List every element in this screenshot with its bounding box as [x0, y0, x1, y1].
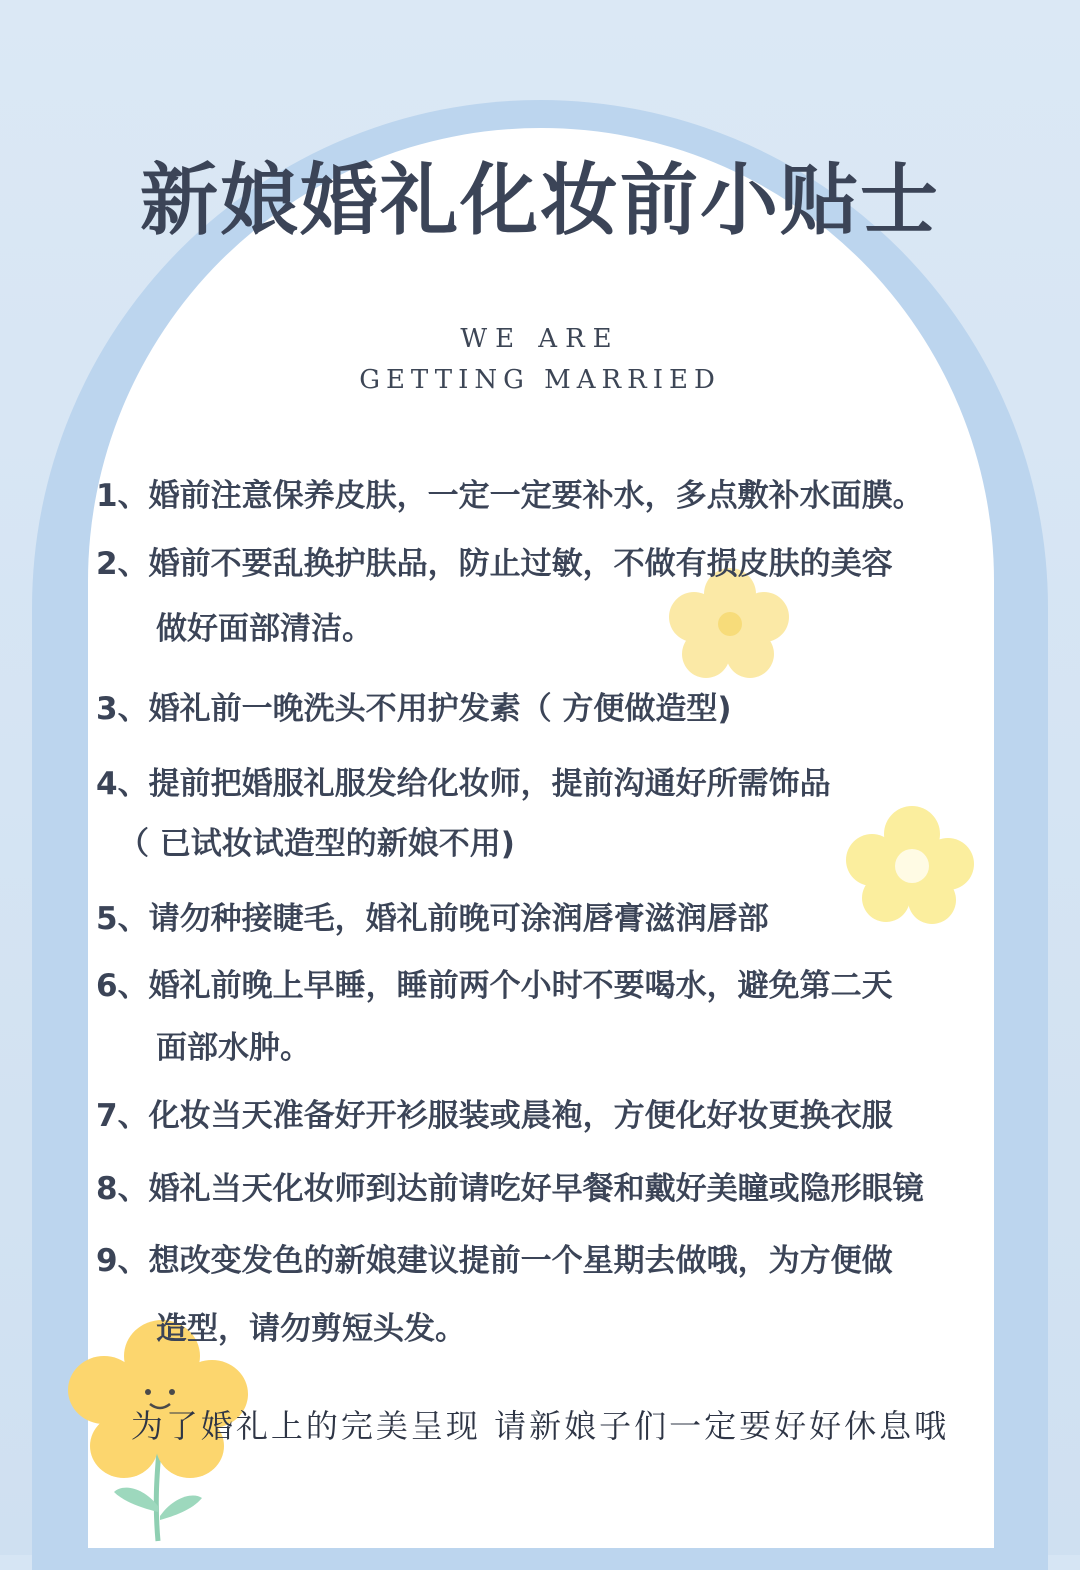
tip-5: 5、请勿种接睫毛，婚礼前晚可涂润唇膏滋润唇部	[96, 901, 769, 937]
tip-9-cont: 造型，请勿剪短头发。	[156, 1311, 466, 1347]
footer-note: 为了婚礼上的完美呈现 请新娘子们一定要好好休息哦	[130, 1407, 950, 1445]
subtitle-line-2: GETTING MARRIED	[359, 365, 721, 395]
tip-1: 1、婚前注意保养皮肤，一定一定要补水，多点敷补水面膜。	[96, 478, 924, 514]
subtitle-line-1: WE ARE	[460, 324, 620, 354]
tip-3: 3、婚礼前一晚洗头不用护发素（ 方便做造型)	[96, 691, 732, 727]
tip-4-cont: （ 已试妆试造型的新娘不用)	[118, 826, 515, 862]
flower-icon	[842, 800, 978, 926]
tip-4: 4、提前把婚服礼服发给化妆师，提前沟通好所需饰品	[96, 766, 831, 802]
tip-9: 9、想改变发色的新娘建议提前一个星期去做哦，为方便做	[96, 1243, 893, 1279]
tip-8: 8、婚礼当天化妆师到达前请吃好早餐和戴好美瞳或隐形眼镜	[96, 1171, 924, 1207]
tip-6: 6、婚礼前晚上早睡，睡前两个小时不要喝水，避免第二天	[96, 968, 893, 1004]
tip-6-cont: 面部水肿。	[156, 1030, 311, 1066]
page-title: 新娘婚礼化妆前小贴士	[139, 156, 940, 246]
tip-2: 2、婚前不要乱换护肤品，防止过敏，不做有损皮肤的美容	[96, 546, 893, 582]
tip-2-cont: 做好面部清洁。	[156, 611, 373, 647]
tip-7: 7、化妆当天准备好开衫服装或晨袍，方便化好妆更换衣服	[96, 1098, 893, 1134]
